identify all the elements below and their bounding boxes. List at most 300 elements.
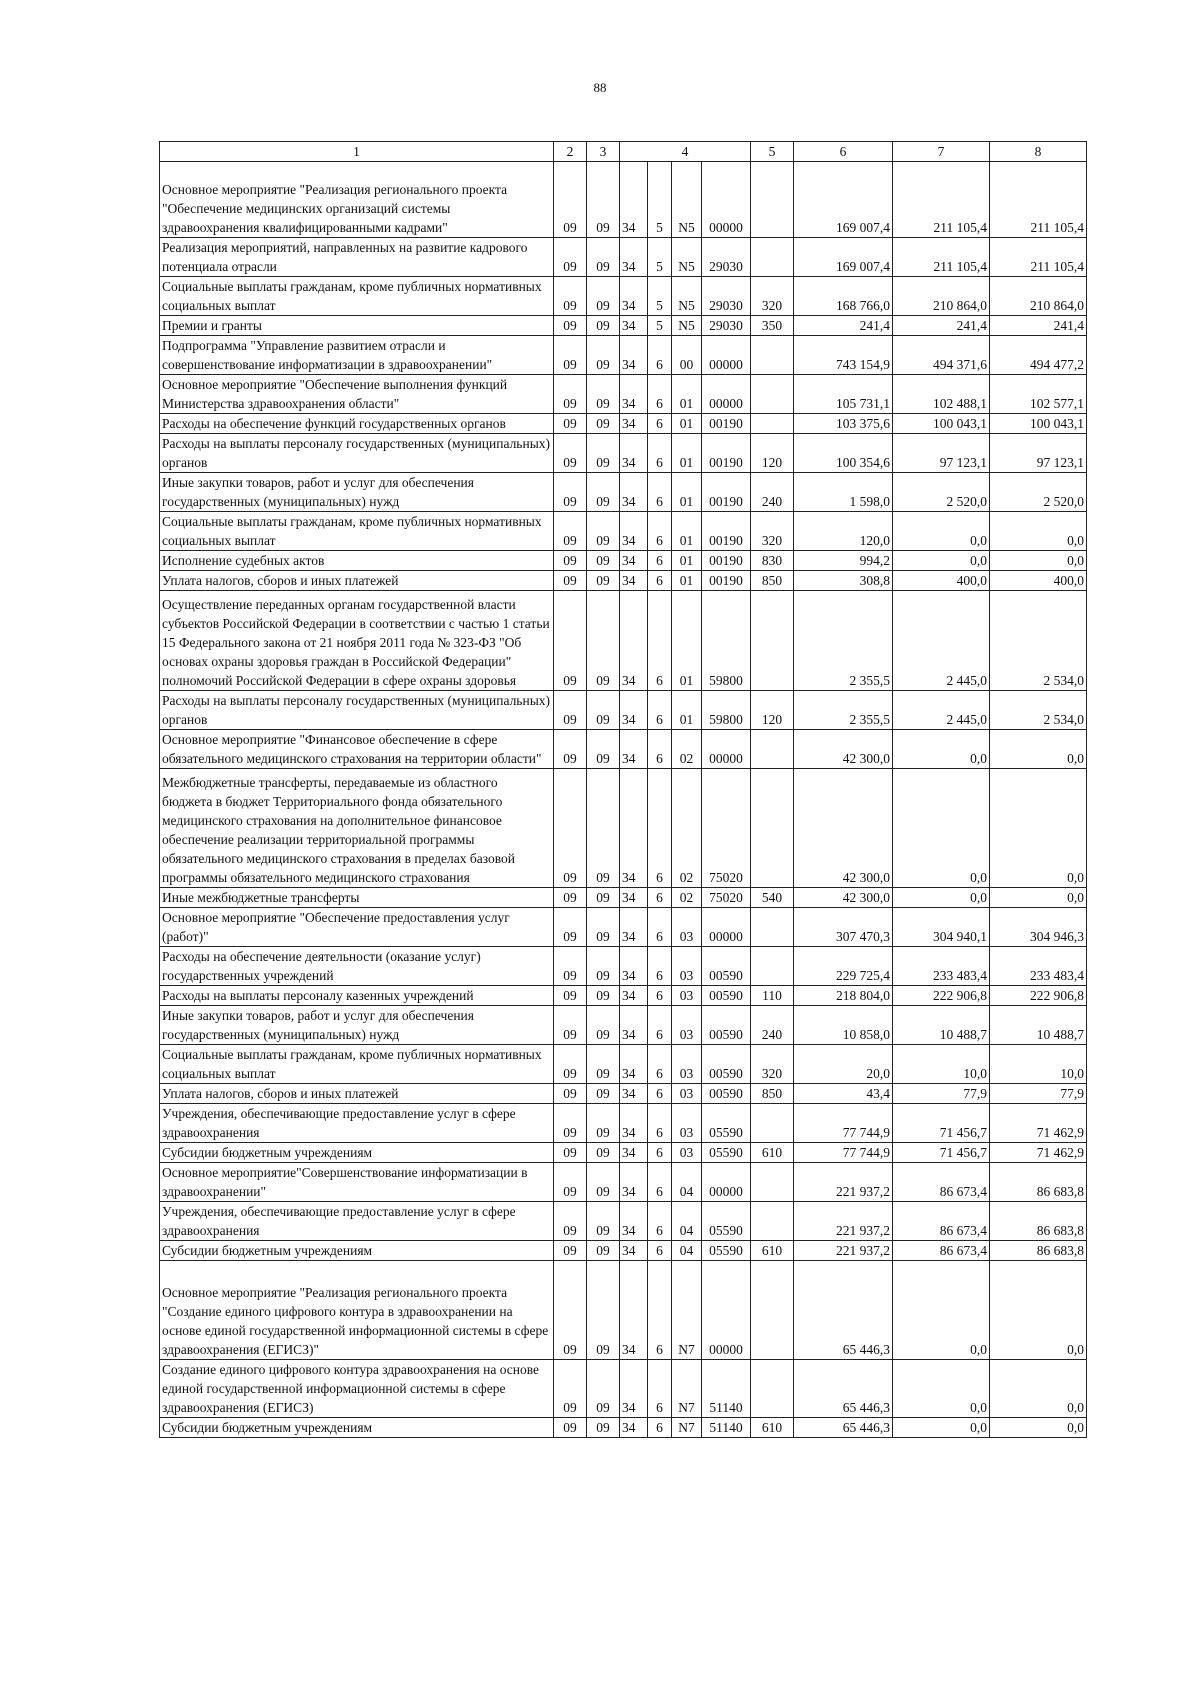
code-col-3: 09 <box>587 336 620 375</box>
code-col-2: 09 <box>554 1143 587 1163</box>
expense-type-code: 110 <box>751 986 794 1006</box>
table-row <box>160 1261 1087 1360</box>
table-row <box>160 1418 1087 1438</box>
amount-col-7: 71 456,7 <box>893 1104 990 1143</box>
amount-col-8: 10,0 <box>990 1045 1087 1084</box>
subprogram-code: 5 <box>648 238 672 277</box>
direction-code: 00000 <box>702 1163 751 1202</box>
expense-type-code <box>751 375 794 414</box>
expense-type-code <box>751 1202 794 1241</box>
row-name: Субсидии бюджетным учреждениям <box>160 1418 554 1438</box>
direction-code: 29030 <box>702 277 751 316</box>
amount-col-8: 10 488,7 <box>990 1006 1087 1045</box>
subprogram-code: 6 <box>648 571 672 591</box>
amount-col-8: 494 477,2 <box>990 336 1087 375</box>
code-col-2: 09 <box>554 571 587 591</box>
event-code: 03 <box>672 908 702 947</box>
amount-col-6: 994,2 <box>794 551 893 571</box>
expense-type-code <box>751 238 794 277</box>
code-col-2: 09 <box>554 473 587 512</box>
subprogram-code: 6 <box>648 691 672 730</box>
event-code: 03 <box>672 986 702 1006</box>
code-col-3: 09 <box>587 512 620 551</box>
program-code: 34 <box>620 316 648 336</box>
amount-col-8: 211 105,4 <box>990 238 1087 277</box>
table-row <box>160 1006 1087 1045</box>
amount-col-7: 304 940,1 <box>893 908 990 947</box>
amount-col-8: 233 483,4 <box>990 947 1087 986</box>
amount-col-7: 0,0 <box>893 1418 990 1438</box>
subprogram-code: 6 <box>648 551 672 571</box>
event-code: N5 <box>672 277 702 316</box>
direction-code: 00590 <box>702 1045 751 1084</box>
expense-type-code: 610 <box>751 1143 794 1163</box>
row-name: Социальные выплаты гражданам, кроме публичных нормативных социальных выплат <box>160 1045 554 1084</box>
amount-col-8: 304 946,3 <box>990 908 1087 947</box>
amount-col-8: 211 105,4 <box>990 162 1087 238</box>
direction-code: 00000 <box>702 336 751 375</box>
header-col-2: 2 <box>554 142 587 162</box>
code-col-3: 09 <box>587 1202 620 1241</box>
program-code: 34 <box>620 336 648 375</box>
code-col-3: 09 <box>587 1418 620 1438</box>
direction-code: 51140 <box>702 1418 751 1438</box>
amount-col-6: 221 937,2 <box>794 1163 893 1202</box>
amount-col-7: 86 673,4 <box>893 1202 990 1241</box>
table-row <box>160 1104 1087 1143</box>
code-col-2: 09 <box>554 908 587 947</box>
program-code: 34 <box>620 769 648 888</box>
subprogram-code: 6 <box>648 1143 672 1163</box>
expense-type-code: 240 <box>751 473 794 512</box>
code-col-3: 09 <box>587 947 620 986</box>
amount-col-8: 0,0 <box>990 1418 1087 1438</box>
amount-col-6: 241,4 <box>794 316 893 336</box>
program-code: 34 <box>620 1104 648 1143</box>
row-name: Расходы на выплаты персоналу казенных учреждений <box>160 986 554 1006</box>
header-col-4: 4 <box>620 142 751 162</box>
expense-type-code: 850 <box>751 1084 794 1104</box>
event-code: 01 <box>672 551 702 571</box>
amount-col-8: 71 462,9 <box>990 1143 1087 1163</box>
code-col-3: 09 <box>587 730 620 769</box>
code-col-2: 09 <box>554 162 587 238</box>
table-row <box>160 888 1087 908</box>
row-name: Субсидии бюджетным учреждениям <box>160 1143 554 1163</box>
program-code: 34 <box>620 414 648 434</box>
amount-col-6: 308,8 <box>794 571 893 591</box>
subprogram-code: 6 <box>648 336 672 375</box>
program-code: 34 <box>620 1163 648 1202</box>
code-col-2: 09 <box>554 1261 587 1360</box>
expense-type-code <box>751 730 794 769</box>
code-col-2: 09 <box>554 1045 587 1084</box>
amount-col-8: 0,0 <box>990 730 1087 769</box>
program-code: 34 <box>620 1143 648 1163</box>
program-code: 34 <box>620 1241 648 1261</box>
expense-type-code: 120 <box>751 434 794 473</box>
subprogram-code: 6 <box>648 986 672 1006</box>
amount-col-6: 743 154,9 <box>794 336 893 375</box>
amount-col-6: 65 446,3 <box>794 1261 893 1360</box>
amount-col-8: 241,4 <box>990 316 1087 336</box>
direction-code: 00000 <box>702 908 751 947</box>
program-code: 34 <box>620 947 648 986</box>
direction-code: 00190 <box>702 473 751 512</box>
amount-col-6: 2 355,5 <box>794 591 893 691</box>
event-code: 04 <box>672 1241 702 1261</box>
row-name: Межбюджетные трансферты, передаваемые из областного бюджета в бюджет Территориального фонда обязательного медицинского страхования на дополнительное финансовое обеспечение реализации территориальной программы обязательного медицинского страхования в пределах базовой программы обязательного медицинского страхования <box>160 769 554 888</box>
amount-col-8: 0,0 <box>990 1360 1087 1418</box>
code-col-2: 09 <box>554 947 587 986</box>
code-col-3: 09 <box>587 277 620 316</box>
program-code: 34 <box>620 986 648 1006</box>
row-name: Расходы на обеспечение деятельности (оказание услуг) государственных учреждений <box>160 947 554 986</box>
table-row <box>160 1202 1087 1241</box>
table-row <box>160 414 1087 434</box>
subprogram-code: 6 <box>648 1418 672 1438</box>
direction-code: 29030 <box>702 316 751 336</box>
program-code: 34 <box>620 1202 648 1241</box>
code-col-2: 09 <box>554 375 587 414</box>
subprogram-code: 6 <box>648 947 672 986</box>
direction-code: 00590 <box>702 1006 751 1045</box>
code-col-3: 09 <box>587 1084 620 1104</box>
amount-col-6: 103 375,6 <box>794 414 893 434</box>
table-row <box>160 1360 1087 1418</box>
row-name: Создание единого цифрового контура здравоохранения на основе единой государственной информационной системы в сфере здравоохранения (ЕГИСЗ) <box>160 1360 554 1418</box>
direction-code: 00190 <box>702 512 751 551</box>
row-name: Основное мероприятие "Реализация регионального проекта "Обеспечение медицинских организаций системы здравоохранения квалифицированными кадрами" <box>160 162 554 238</box>
amount-col-6: 2 355,5 <box>794 691 893 730</box>
code-col-3: 09 <box>587 434 620 473</box>
header-col-3: 3 <box>587 142 620 162</box>
amount-col-6: 229 725,4 <box>794 947 893 986</box>
amount-col-7: 86 673,4 <box>893 1163 990 1202</box>
event-code: 04 <box>672 1202 702 1241</box>
expense-type-code: 830 <box>751 551 794 571</box>
amount-col-8: 86 683,8 <box>990 1163 1087 1202</box>
subprogram-code: 6 <box>648 591 672 691</box>
amount-col-7: 0,0 <box>893 730 990 769</box>
direction-code: 75020 <box>702 769 751 888</box>
event-code: 00 <box>672 336 702 375</box>
amount-col-8: 97 123,1 <box>990 434 1087 473</box>
amount-col-6: 77 744,9 <box>794 1104 893 1143</box>
amount-col-7: 0,0 <box>893 1261 990 1360</box>
header-col-7: 7 <box>893 142 990 162</box>
code-col-3: 09 <box>587 1006 620 1045</box>
code-col-3: 09 <box>587 571 620 591</box>
direction-code: 00000 <box>702 1261 751 1360</box>
row-name: Субсидии бюджетным учреждениям <box>160 1241 554 1261</box>
row-name: Основное мероприятие "Реализация регионального проекта "Создание единого цифрового контура в здравоохранении на основе единой государственной информационной системы в сфере здравоохранения (ЕГИСЗ)" <box>160 1261 554 1360</box>
subprogram-code: 6 <box>648 434 672 473</box>
amount-col-7: 0,0 <box>893 1360 990 1418</box>
expense-type-code <box>751 1163 794 1202</box>
table-row <box>160 375 1087 414</box>
page-number: 88 <box>593 80 607 95</box>
code-col-2: 09 <box>554 1360 587 1418</box>
amount-col-8: 0,0 <box>990 512 1087 551</box>
amount-col-6: 20,0 <box>794 1045 893 1084</box>
program-code: 34 <box>620 1261 648 1360</box>
code-col-3: 09 <box>587 769 620 888</box>
code-col-3: 09 <box>587 162 620 238</box>
event-code: 01 <box>672 591 702 691</box>
amount-col-7: 400,0 <box>893 571 990 591</box>
code-col-2: 09 <box>554 551 587 571</box>
code-col-2: 09 <box>554 336 587 375</box>
row-name: Социальные выплаты гражданам, кроме публичных нормативных социальных выплат <box>160 512 554 551</box>
amount-col-7: 77,9 <box>893 1084 990 1104</box>
direction-code: 00000 <box>702 375 751 414</box>
amount-col-8: 86 683,8 <box>990 1202 1087 1241</box>
amount-col-7: 0,0 <box>893 769 990 888</box>
amount-col-8: 0,0 <box>990 1261 1087 1360</box>
program-code: 34 <box>620 908 648 947</box>
event-code: N7 <box>672 1418 702 1438</box>
program-code: 34 <box>620 571 648 591</box>
code-col-2: 09 <box>554 414 587 434</box>
expense-type-code <box>751 1261 794 1360</box>
budget-table <box>159 141 1087 1438</box>
row-name: Расходы на выплаты персоналу государственных (муниципальных) органов <box>160 691 554 730</box>
code-col-2: 09 <box>554 1241 587 1261</box>
code-col-2: 09 <box>554 591 587 691</box>
row-name: Основное мероприятие"Совершенствование информатизации в здравоохранении" <box>160 1163 554 1202</box>
code-col-2: 09 <box>554 277 587 316</box>
header-col-1: 1 <box>160 142 554 162</box>
code-col-3: 09 <box>587 986 620 1006</box>
subprogram-code: 6 <box>648 769 672 888</box>
subprogram-code: 6 <box>648 730 672 769</box>
code-col-3: 09 <box>587 1045 620 1084</box>
direction-code: 59800 <box>702 691 751 730</box>
expense-type-code: 540 <box>751 888 794 908</box>
header-col-8: 8 <box>990 142 1087 162</box>
direction-code: 00590 <box>702 947 751 986</box>
row-name: Осуществление переданных органам государственной власти субъектов Российской Федерации в соответствии с частью 1 статьи 15 Федерального закона от 21 ноября 2011 года № 323-ФЗ "Об основах охраны здоровья граждан в Российской Федерации" полномочий Российской Федерации в сфере охраны здоровья <box>160 591 554 691</box>
amount-col-6: 42 300,0 <box>794 888 893 908</box>
code-col-2: 09 <box>554 1084 587 1104</box>
program-code: 34 <box>620 730 648 769</box>
table-body <box>160 162 1087 1438</box>
row-name: Иные закупки товаров, работ и услуг для обеспечения государственных (муниципальных) нужд <box>160 1006 554 1045</box>
amount-col-8: 400,0 <box>990 571 1087 591</box>
amount-col-7: 0,0 <box>893 888 990 908</box>
amount-col-7: 0,0 <box>893 512 990 551</box>
subprogram-code: 6 <box>648 1084 672 1104</box>
expense-type-code <box>751 414 794 434</box>
program-code: 34 <box>620 1045 648 1084</box>
table-row <box>160 1163 1087 1202</box>
event-code: N7 <box>672 1360 702 1418</box>
row-name: Иные межбюджетные трансферты <box>160 888 554 908</box>
expense-type-code: 610 <box>751 1418 794 1438</box>
table-row <box>160 1143 1087 1163</box>
expense-type-code: 120 <box>751 691 794 730</box>
amount-col-6: 105 731,1 <box>794 375 893 414</box>
table-row <box>160 434 1087 473</box>
amount-col-6: 65 446,3 <box>794 1360 893 1418</box>
direction-code: 00190 <box>702 434 751 473</box>
code-col-3: 09 <box>587 238 620 277</box>
row-name: Расходы на выплаты персоналу государственных (муниципальных) органов <box>160 434 554 473</box>
row-name: Исполнение судебных актов <box>160 551 554 571</box>
event-code: N5 <box>672 316 702 336</box>
code-col-2: 09 <box>554 434 587 473</box>
amount-col-7: 0,0 <box>893 551 990 571</box>
direction-code: 00190 <box>702 551 751 571</box>
subprogram-code: 6 <box>648 888 672 908</box>
amount-col-8: 102 577,1 <box>990 375 1087 414</box>
row-name: Расходы на обеспечение функций государственных органов <box>160 414 554 434</box>
code-col-2: 09 <box>554 1104 587 1143</box>
program-code: 34 <box>620 1006 648 1045</box>
code-col-2: 09 <box>554 769 587 888</box>
program-code: 34 <box>620 277 648 316</box>
amount-col-7: 211 105,4 <box>893 238 990 277</box>
amount-col-8: 86 683,8 <box>990 1241 1087 1261</box>
program-code: 34 <box>620 238 648 277</box>
row-name: Социальные выплаты гражданам, кроме публичных нормативных социальных выплат <box>160 277 554 316</box>
program-code: 34 <box>620 888 648 908</box>
subprogram-code: 6 <box>648 512 672 551</box>
row-name: Подпрограмма "Управление развитием отрасли и совершенствование информатизации в здравоохранении" <box>160 336 554 375</box>
code-col-3: 09 <box>587 691 620 730</box>
amount-col-8: 210 864,0 <box>990 277 1087 316</box>
table-row <box>160 1084 1087 1104</box>
row-name: Реализация мероприятий, направленных на развитие кадрового потенциала отрасли <box>160 238 554 277</box>
code-col-2: 09 <box>554 316 587 336</box>
header-col-5: 5 <box>751 142 794 162</box>
code-col-3: 09 <box>587 908 620 947</box>
table-row <box>160 947 1087 986</box>
row-name: Уплата налогов, сборов и иных платежей <box>160 571 554 591</box>
amount-col-7: 494 371,6 <box>893 336 990 375</box>
amount-col-8: 2 520,0 <box>990 473 1087 512</box>
program-code: 34 <box>620 434 648 473</box>
amount-col-6: 169 007,4 <box>794 162 893 238</box>
code-col-3: 09 <box>587 591 620 691</box>
expense-type-code <box>751 769 794 888</box>
amount-col-6: 169 007,4 <box>794 238 893 277</box>
table-row <box>160 336 1087 375</box>
expense-type-code: 320 <box>751 1045 794 1084</box>
subprogram-code: 6 <box>648 1006 672 1045</box>
table-row <box>160 238 1087 277</box>
direction-code: 00190 <box>702 414 751 434</box>
direction-code: 75020 <box>702 888 751 908</box>
table-row <box>160 162 1087 238</box>
event-code: 03 <box>672 947 702 986</box>
row-name: Иные закупки товаров, работ и услуг для обеспечения государственных (муниципальных) нужд <box>160 473 554 512</box>
code-col-3: 09 <box>587 316 620 336</box>
amount-col-6: 100 354,6 <box>794 434 893 473</box>
amount-col-8: 0,0 <box>990 769 1087 888</box>
amount-col-6: 168 766,0 <box>794 277 893 316</box>
code-col-2: 09 <box>554 1006 587 1045</box>
amount-col-8: 2 534,0 <box>990 591 1087 691</box>
expense-type-code: 850 <box>751 571 794 591</box>
table-row <box>160 473 1087 512</box>
program-code: 34 <box>620 551 648 571</box>
table-row <box>160 730 1087 769</box>
code-col-2: 09 <box>554 986 587 1006</box>
amount-col-7: 210 864,0 <box>893 277 990 316</box>
subprogram-code: 6 <box>648 1045 672 1084</box>
amount-col-8: 2 534,0 <box>990 691 1087 730</box>
amount-col-7: 233 483,4 <box>893 947 990 986</box>
table-row <box>160 316 1087 336</box>
row-name: Учреждения, обеспечивающие предоставление услуг в сфере здравоохранения <box>160 1104 554 1143</box>
amount-col-8: 71 462,9 <box>990 1104 1087 1143</box>
expense-type-code: 320 <box>751 512 794 551</box>
expense-type-code <box>751 1104 794 1143</box>
program-code: 34 <box>620 691 648 730</box>
row-name: Основное мероприятие "Обеспечение выполнения функций Министерства здравоохранения области" <box>160 375 554 414</box>
code-col-3: 09 <box>587 473 620 512</box>
direction-code: 51140 <box>702 1360 751 1418</box>
event-code: 04 <box>672 1163 702 1202</box>
amount-col-6: 221 937,2 <box>794 1202 893 1241</box>
amount-col-7: 86 673,4 <box>893 1241 990 1261</box>
subprogram-code: 6 <box>648 1104 672 1143</box>
amount-col-7: 71 456,7 <box>893 1143 990 1163</box>
direction-code: 05590 <box>702 1104 751 1143</box>
expense-type-code <box>751 947 794 986</box>
table-row <box>160 1241 1087 1261</box>
table-row <box>160 591 1087 691</box>
amount-col-6: 10 858,0 <box>794 1006 893 1045</box>
event-code: 02 <box>672 769 702 888</box>
amount-col-7: 97 123,1 <box>893 434 990 473</box>
amount-col-7: 211 105,4 <box>893 162 990 238</box>
program-code: 34 <box>620 512 648 551</box>
code-col-2: 09 <box>554 238 587 277</box>
amount-col-7: 100 043,1 <box>893 414 990 434</box>
row-name: Основное мероприятие "Финансовое обеспечение в сфере обязательного медицинского страхования на территории области" <box>160 730 554 769</box>
subprogram-code: 6 <box>648 908 672 947</box>
amount-col-7: 241,4 <box>893 316 990 336</box>
amount-col-7: 2 520,0 <box>893 473 990 512</box>
event-code: 03 <box>672 1143 702 1163</box>
expense-type-code <box>751 908 794 947</box>
amount-col-6: 77 744,9 <box>794 1143 893 1163</box>
code-col-2: 09 <box>554 730 587 769</box>
code-col-3: 09 <box>587 551 620 571</box>
direction-code: 00190 <box>702 571 751 591</box>
subprogram-code: 6 <box>648 1261 672 1360</box>
amount-col-7: 10,0 <box>893 1045 990 1084</box>
row-name: Премии и гранты <box>160 316 554 336</box>
subprogram-code: 6 <box>648 1241 672 1261</box>
subprogram-code: 5 <box>648 277 672 316</box>
direction-code: 00000 <box>702 730 751 769</box>
amount-col-7: 222 906,8 <box>893 986 990 1006</box>
amount-col-6: 120,0 <box>794 512 893 551</box>
direction-code: 59800 <box>702 591 751 691</box>
amount-col-7: 2 445,0 <box>893 691 990 730</box>
program-code: 34 <box>620 1084 648 1104</box>
amount-col-7: 102 488,1 <box>893 375 990 414</box>
event-code: 01 <box>672 434 702 473</box>
amount-col-7: 2 445,0 <box>893 591 990 691</box>
program-code: 34 <box>620 473 648 512</box>
program-code: 34 <box>620 1360 648 1418</box>
direction-code: 00590 <box>702 1084 751 1104</box>
